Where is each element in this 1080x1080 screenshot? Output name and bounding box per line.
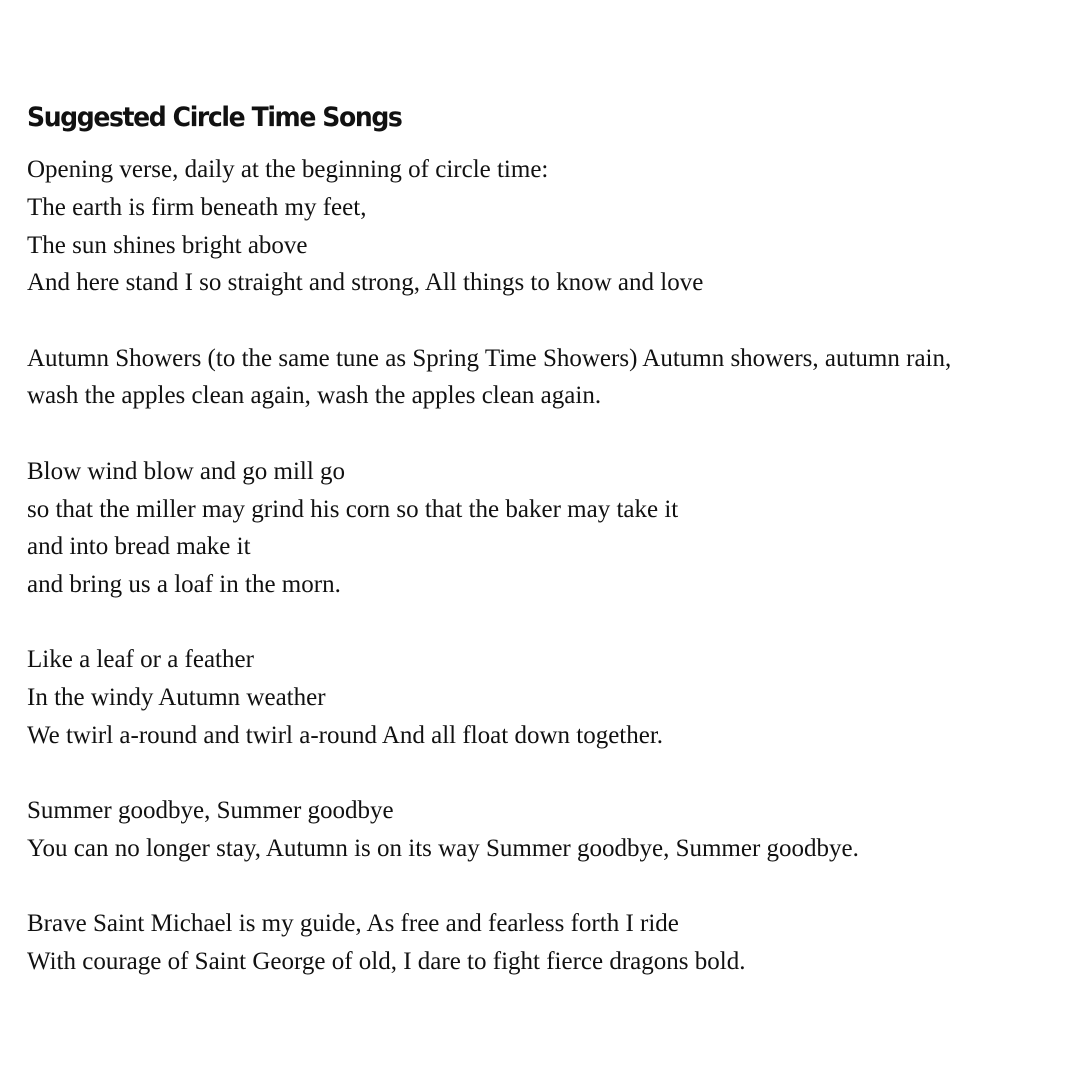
text-line: wash the apples clean again, wash the apples clean again. (27, 382, 602, 410)
text-line: The sun shines bright above (27, 231, 308, 259)
text-line: Opening verse, daily at the beginning of circle time: (27, 156, 549, 183)
text-line: The earth is firm beneath my feet, (27, 193, 367, 221)
page-title: Suggested Circle Time Songs (27, 102, 402, 133)
text-line: and into bread make it (27, 533, 251, 561)
text-line: You can no longer stay, Autumn is on its way Summer goodbye, Summer goodbye. (27, 835, 859, 863)
text-line: Like a leaf or a feather (27, 646, 254, 674)
text-line: Autumn Showers (to the same tune as Spring Time Showers) Autumn showers, autumn rain, (27, 344, 952, 372)
text-line: and bring us a loaf in the morn. (27, 571, 341, 599)
stanza-summer-goodbye (27, 792, 1060, 868)
text-line: Summer goodbye, Summer goodbye (27, 797, 394, 825)
text-line: In the windy Autumn weather (27, 684, 326, 712)
text-line: And here stand I so straight and strong, All things to know and love (27, 269, 704, 297)
text-line: We twirl a-round and twirl a-round And all float down together. (27, 722, 664, 750)
stanza-saint-michael (27, 905, 1060, 981)
stanza-blow-wind (27, 453, 1060, 604)
stanza-opening-verse (27, 151, 1060, 302)
text-line: Brave Saint Michael is my guide, As free and fearless forth I ride (27, 910, 679, 938)
stanza-autumn-showers (27, 340, 1060, 416)
text-line: Blow wind blow and go mill go (27, 457, 346, 485)
text-line: With courage of Saint George of old, I dare to fight fierce dragons bold. (27, 948, 746, 976)
stanza-leaf-feather (27, 641, 1060, 754)
text-line: so that the miller may grind his corn so that the baker may take it (27, 495, 679, 523)
